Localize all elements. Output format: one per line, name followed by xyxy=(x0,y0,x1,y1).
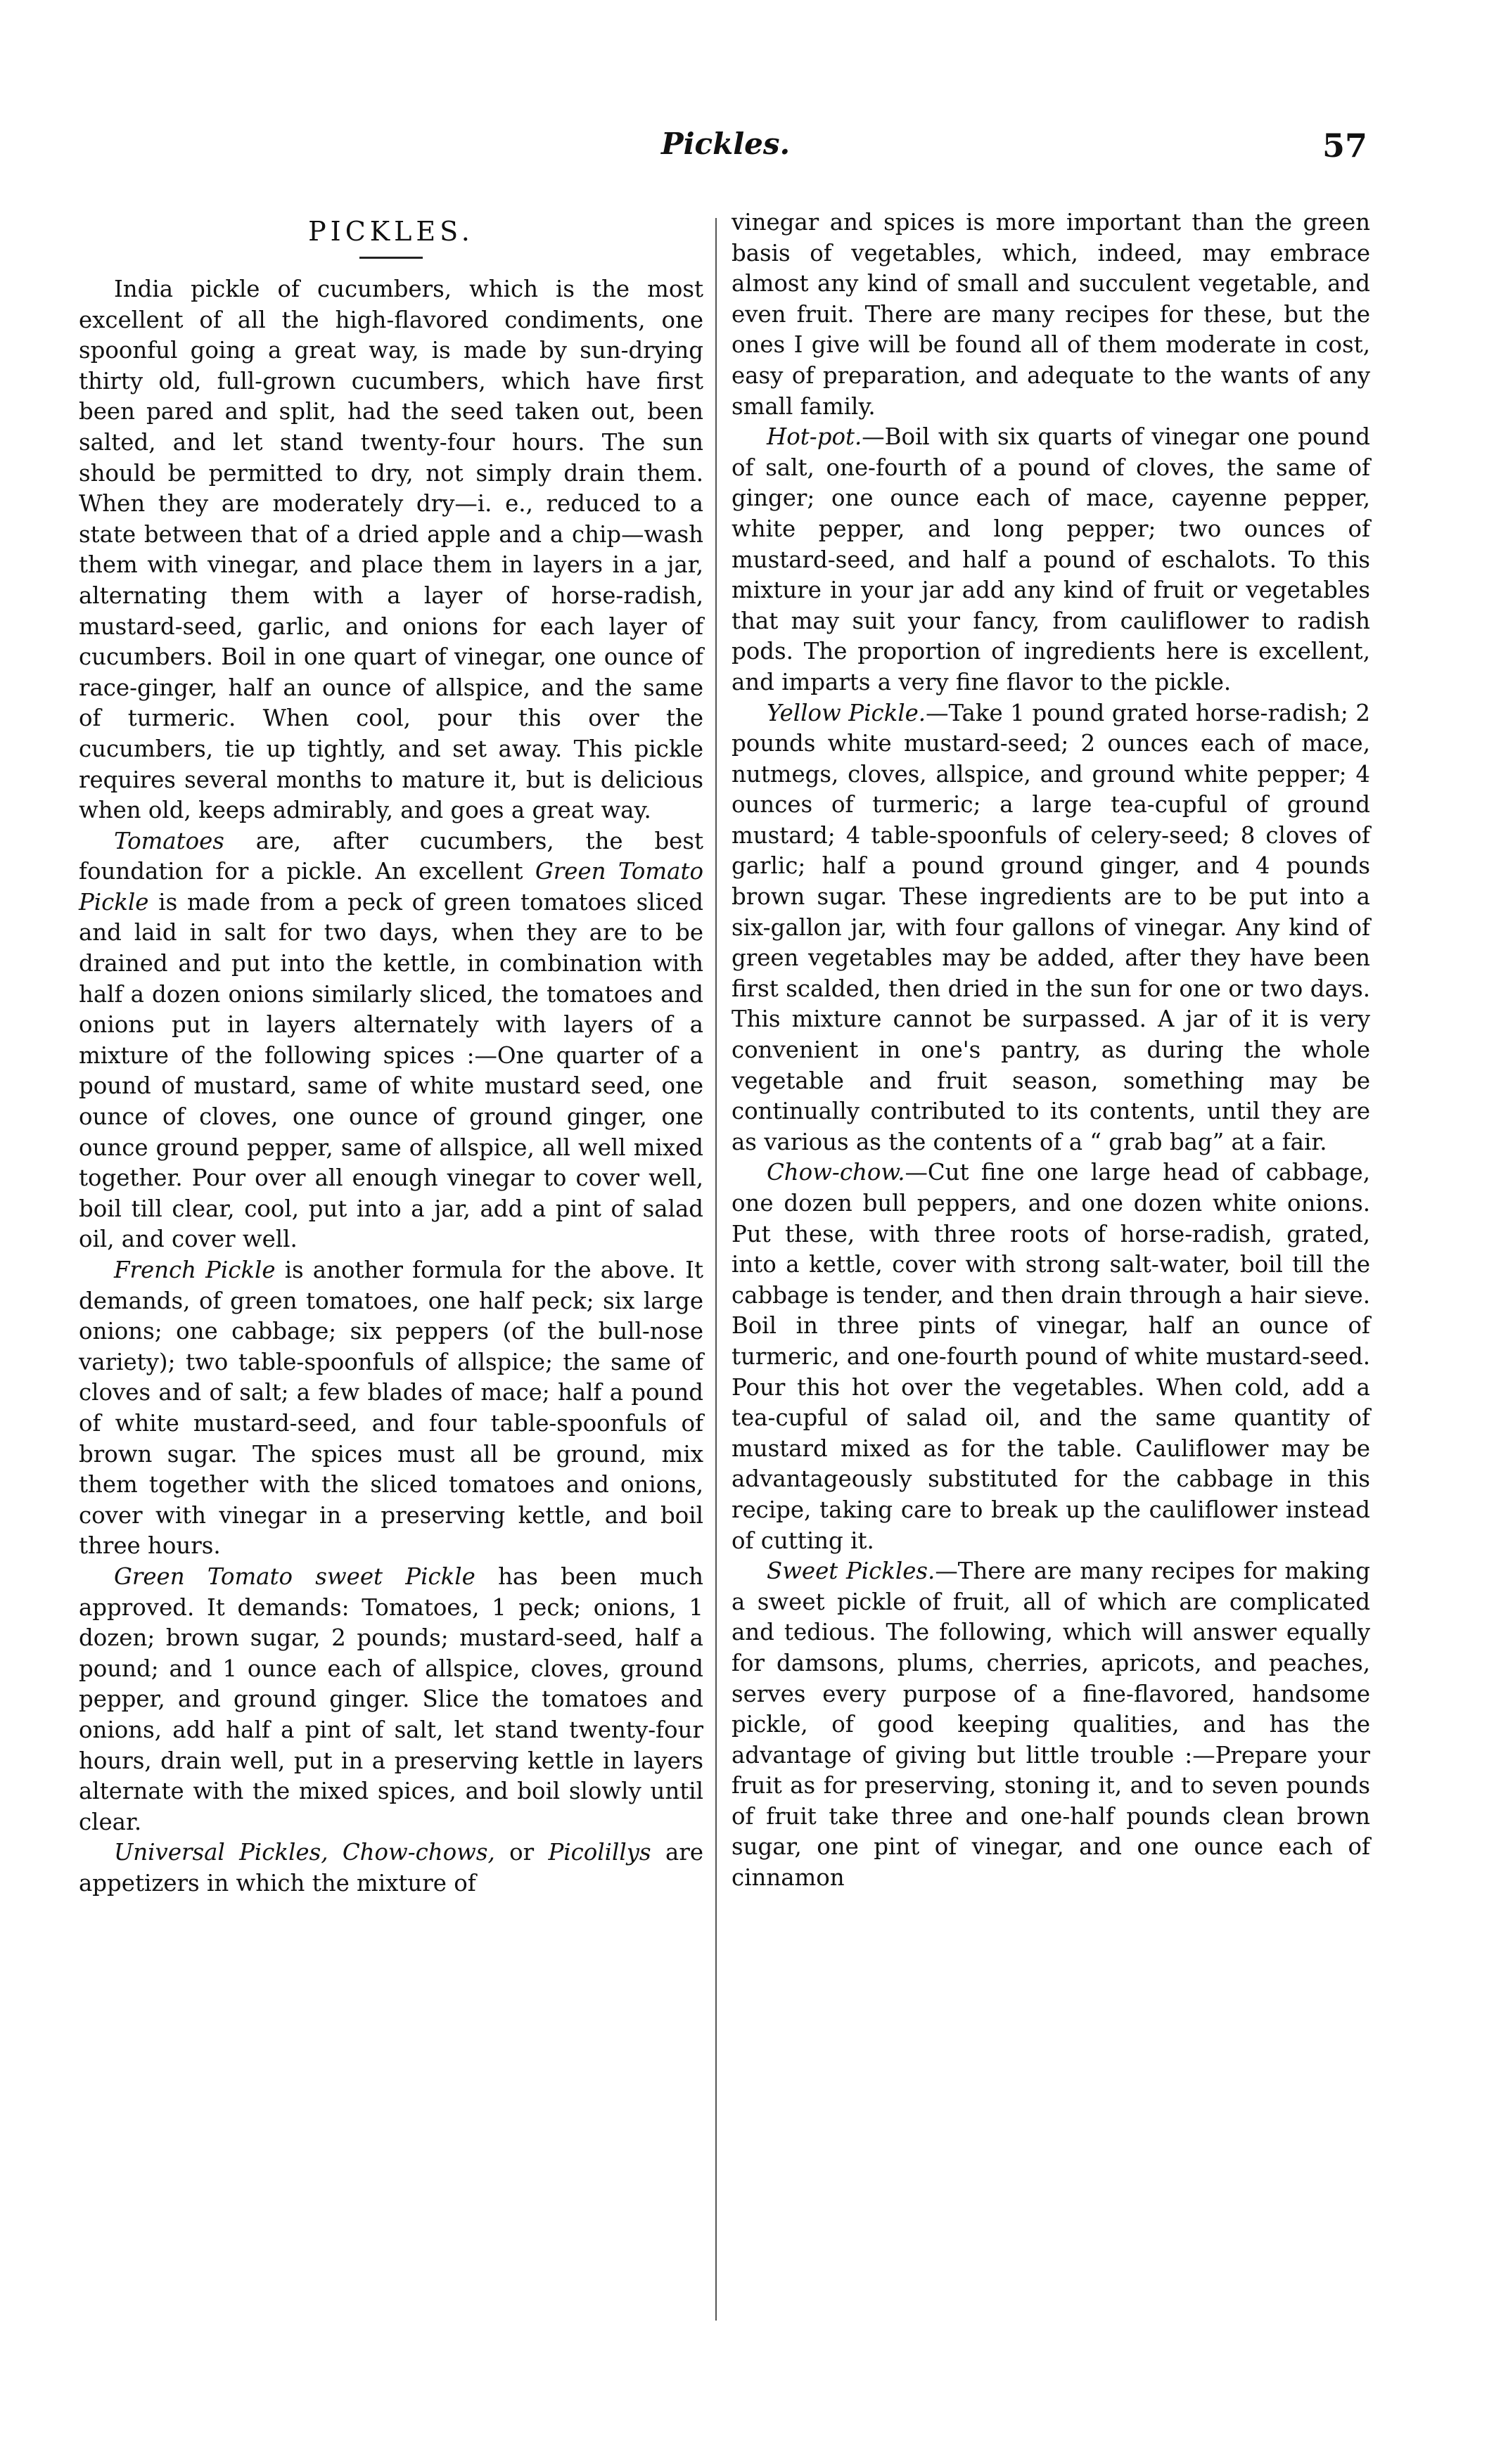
page-number: 57 xyxy=(1322,127,1368,165)
paragraph-text: are appetizers in which the mixture of xyxy=(79,1839,703,1897)
paragraph-text: has been much approved. It demands: Tomatoes, 1 peck; onions, 1 dozen; brown sugar, 2 pounds; mustard-seed, half a pound; and 1 ounce each of allspice, cloves, ground pepper, and ground ginger. Slice the tomatoes and onions, add half a pint of salt, let stand twenty-four hours, drain well, put in a preserving kettle in layers alternate with the mixed spices, and boil slowly until clear. xyxy=(79,1563,703,1835)
paragraph-continued: vinegar and spices is more important than the green basis of vegetables, which, indeed, may embrace almost any kind of small and succulent vegetable, and even fruit. There are many recipes for these, but the ones I give will be found all of them moderate in cost, easy of preparation, and adequate to the wants of any small family. xyxy=(732,209,1370,420)
paragraph-sweet-pickles xyxy=(732,1556,1370,1894)
paragraph-universal-pickles xyxy=(79,1837,703,1899)
paragraph-text: is another formula for the above. It demands, of green tomatoes, one half peck; six large onions; one cabbage; six peppers (of the bull-nose variety); two table-spoonfuls of allspice; the same of cloves and of salt; a few blades of mace; half a pound of white mustard-seed, and four table-spoonfuls of brown sugar. The spices must all be ground, mix them together with the sliced tomatoes and onions, cover with vinegar in a preserving kettle, and boil three hours. xyxy=(79,1257,703,1560)
column-divider xyxy=(715,218,717,2321)
right-column xyxy=(732,207,1370,1894)
run-in-heading: Universal Pickles, Chow-chows, xyxy=(114,1839,495,1866)
paragraph-hot-pot xyxy=(732,422,1370,698)
paragraph-text: or xyxy=(494,1839,549,1866)
paragraph-india-pickle: India pickle of cucumbers, which is the most excellent of all the high-flavored condiments, one spoonful going a great way, is made by sun-drying thirty old, full-grown cucumbers, which have first been pared and split, had the seed taken out, been salted, and let stand twenty-four hours. The sun should be permitted to dry, not simply drain them. When they are moderately dry—i. e., reduced to a state between that of a dried apple and a chip—wash them with vinegar, and place them in layers in a jar, alternating them with a layer of horse-radish, mustard-seed, garlic, and onions for each layer of cucumbers. Boil in one quart of vinegar, one ounce of race-ginger, half an ounce of allspice, and the same of turmeric. When cool, pour this over the cucumbers, tie up tightly, and set away. This pickle requires several months to mature it, but is delicious when old, keeps admirably, and goes a great way. xyxy=(79,276,703,824)
paragraph-text: are, after cucumbers, the best foundation for a pickle. An excellent xyxy=(79,827,703,885)
paragraph-text: —Take 1 pound grated horse-radish; 2 pounds white mustard-seed; 2 ounces each of mace, nutmegs, cloves, allspice, and ground white pepper; 4 ounces of turmeric; a large tea-cupful of ground mustard; 4 table-spoonfuls of celery-seed; 8 cloves of garlic; half a pound ground ginger, and 4 pounds brown sugar. These ingredients are to be put into a six-gallon jar, with four gallons of vinegar. Any kind of green vegetables may be added, after they have been first scalded, then dried in the sun for one or two days. This mixture cannot be surpassed. A jar of it is very convenient in one's pantry, as during the whole vegetable and fruit season, something may be continually contributed to its contents, until they are as various as the contents of a “ grab bag” at a fair. xyxy=(732,699,1370,1155)
run-in-heading: Sweet Pickles. xyxy=(767,1558,935,1585)
paragraph-french-pickle xyxy=(79,1255,703,1562)
paragraph-tomatoes xyxy=(79,826,703,1255)
section-title: PICKLES. xyxy=(308,216,474,247)
run-in-heading: Chow-chow. xyxy=(767,1159,905,1186)
run-in-heading: French Pickle xyxy=(114,1257,276,1283)
paragraph-text: is made from a peck of green tomatoes sliced and laid in salt for two days, when they are to be drained and put into the kettle, in combination with half a dozen onions similarly sliced, the tomatoes and onions put in layers alternately with layers of a mixture of the following spices :—One quarter of a pound of mustard, same of white mustard seed, one ounce of cloves, one ounce of ground ginger, one ounce ground pepper, same of allspice, all well mixed together. Pour over all enough vinegar to cover well, boil till clear, cool, put into a jar, add a pint of salad oil, and cover well. xyxy=(79,888,703,1253)
page-header xyxy=(0,127,1501,176)
paragraph-chow-chow xyxy=(732,1157,1370,1556)
run-in-heading: Picolillys xyxy=(548,1839,651,1866)
paragraph-text: —Cut fine one large head of cabbage, one dozen bull peppers, and one dozen white onions. Put these, with three roots of horse-radish, grated, into a kettle, cover with strong salt-water, boil till the cabbage is tender, and then drain through a hair sieve. Boil in three pints of vinegar, half an ounce of turmeric, and one-fourth pound of white mustard-seed. Pour this hot over the vegetables. When cold, add a tea-cupful of salad oil, and the same quantity of mustard mixed as for the table. Cauliflower may be advantageously substituted for the cabbage in this recipe, taking care to break up the cauliflower instead of cutting it. xyxy=(732,1159,1370,1554)
run-in-heading: Tomatoes xyxy=(114,827,224,854)
run-in-heading: Yellow Pickle. xyxy=(767,699,926,726)
paragraph-text: —Boil with six quarts of vinegar one pound of salt, one-fourth of a pound of cloves, the same of ginger; one ounce each of mace, cayenne pepper, white pepper, and long pepper; two ounces of mustard-seed, and half a pound of eschalots. To this mixture in your jar add any kind of fruit or vegetables that may suit your fancy, from cauliflower to radish pods. The proportion of ingredients here is excellent, and imparts a very fine flavor to the pickle. xyxy=(732,423,1370,695)
left-column xyxy=(79,207,703,1899)
running-title: Pickles. xyxy=(661,127,791,161)
paragraph-yellow-pickle xyxy=(732,698,1370,1158)
paragraph-green-tomato-sweet xyxy=(79,1562,703,1837)
run-in-heading: Green Tomato sweet Pickle xyxy=(114,1563,475,1590)
run-in-heading: Hot-pot. xyxy=(767,423,862,451)
paragraph-text: —There are many recipes for making a sweet pickle of fruit, all of which are complicated and tedious. The following, which will answer equally for damsons, plums, cherries, apricots, and peaches, serves every purpose of a fine-flavored, handsome pickle, of good keeping qualities, and has the advantage of giving but little trouble :—Prepare your fruit as for preserving, stoning it, and to seven pounds of fruit take three and one-half pounds clean brown sugar, one pint of vinegar, and one ounce each of cinnamon xyxy=(732,1558,1370,1892)
title-rule xyxy=(359,257,423,259)
recipe-name: Green Tomato Pickle xyxy=(79,858,703,916)
